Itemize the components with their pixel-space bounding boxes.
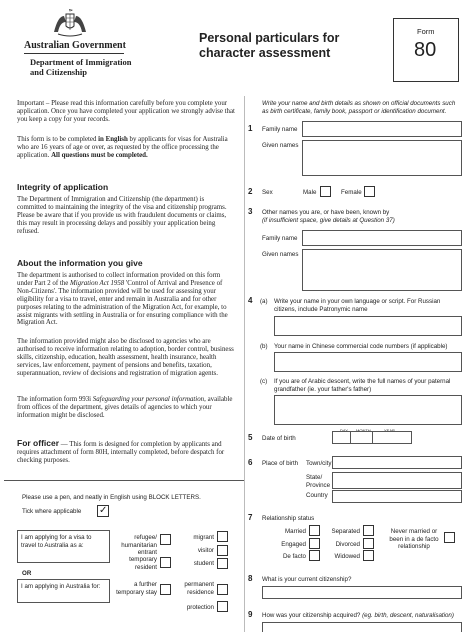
temporary-resident-checkbox[interactable] (160, 557, 171, 568)
q8-number: 8 (248, 574, 253, 583)
q4c-field[interactable] (274, 395, 462, 425)
further-stay-checkbox[interactable] (160, 584, 171, 595)
form-title-line-1: Personal particulars for (199, 31, 340, 45)
q4b-field[interactable] (274, 352, 462, 372)
q7-divorced-checkbox[interactable] (363, 538, 374, 549)
important-note: Important – Please read this information carefully before you complete your application. Once you have completed your application we strongly advise that you keep a copy for your records. (17, 100, 235, 123)
q4c-label: If you are of Arabic descent, write the full names of your paternal grandfather (ie. your father's father) (274, 378, 451, 393)
q7-separated-checkbox[interactable] (363, 525, 374, 536)
visitor-checkbox[interactable] (217, 545, 228, 556)
q1-given-names-label: Given names (262, 142, 299, 149)
student-checkbox[interactable] (217, 558, 228, 569)
form-label: Form (417, 27, 435, 36)
q7-married-checkbox[interactable] (309, 525, 320, 536)
q7-defacto-checkbox[interactable] (309, 550, 320, 561)
q1-family-name-label: Family name (262, 126, 298, 133)
q6-number: 6 (248, 458, 253, 467)
q8-citizenship-field[interactable] (262, 586, 462, 599)
option-student: student (193, 560, 214, 567)
q2-sex-label: Sex (262, 189, 273, 196)
q7-number: 7 (248, 513, 253, 522)
option-permanent-residence: permanent residence (184, 581, 214, 596)
q5-number: 5 (248, 433, 253, 442)
q9-number: 9 (248, 610, 253, 619)
q3-other-names-note: (if insufficient space, give details at Question 37) (262, 217, 395, 224)
q4a-label: Write your name in your own language or script. For Russian citizens, include Patronymic name (274, 298, 441, 313)
q7-widowed-checkbox[interactable] (363, 550, 374, 561)
dept-line-2: and Citizenship (30, 67, 87, 77)
form-number-box (393, 18, 459, 82)
q2-male-checkbox[interactable] (320, 186, 331, 197)
q6-pob-label: Place of birth (262, 460, 299, 467)
q4-number: 4 (248, 296, 253, 305)
option-temporary-resident: temporary resident (129, 556, 157, 571)
pen-note: Please use a pen, and neatly in English using BLOCK LETTERS. (22, 494, 201, 501)
q3-other-names-label: Other names you are, or have been, known by (262, 209, 390, 216)
protection-checkbox[interactable] (217, 601, 228, 612)
q8-citizenship-label: What is your current citizenship? (262, 576, 352, 583)
dept-line-1: Department of Immigration (30, 57, 132, 67)
gov-divider (24, 53, 124, 54)
q4b-letter: (b) (260, 343, 268, 350)
q6-town-label: Town/city (306, 460, 332, 467)
form-title-line-2: character assessment (199, 46, 331, 60)
q3-family-name-label: Family name (262, 235, 298, 242)
migrant-checkbox[interactable] (217, 531, 228, 542)
q5-day-month-divider (350, 431, 351, 444)
q4a-letter: (a) (260, 298, 268, 305)
tick-note: Tick where applicable (22, 508, 82, 515)
refugee-checkbox[interactable] (160, 534, 171, 545)
form-number: 80 (414, 39, 437, 61)
permanent-residence-checkbox[interactable] (217, 584, 228, 595)
q1-number: 1 (248, 124, 253, 133)
q7-defacto-label: De facto (282, 553, 306, 560)
q1-family-name-field[interactable] (302, 121, 462, 137)
option-migrant: migrant (193, 534, 214, 541)
completion-note: This form is to be completed in English by applicants for visas for Australia who are 16 years of age or over, as requested by the office processing the application. All questions must be completed. (17, 136, 228, 159)
q2-female-checkbox[interactable] (364, 186, 375, 197)
q6-country-label: Country (306, 492, 328, 499)
q3-number: 3 (248, 207, 253, 216)
about-text-3: The information form 993i Safeguarding your personal information, available from offices of the department, gives details of agencies to which your information might be disclosed. (17, 396, 233, 419)
q7-widowed-label: Widowed (334, 553, 360, 560)
q3-given-names-field[interactable] (302, 249, 462, 291)
integrity-heading: Integrity of application (17, 182, 109, 192)
option-refugee: refugee/ humanitarian entrant (121, 534, 157, 556)
option-further-stay: a further temporary stay (116, 581, 157, 596)
q7-rel-status-label: Relationship status (262, 515, 315, 522)
q9-acquired-label: How was your citizenship acquired? (eg. birth, descent, naturalisation) (262, 612, 454, 619)
q5-month-year-divider (372, 431, 373, 444)
q7-separated-label: Separated (331, 528, 360, 535)
option-visitor: visitor (197, 547, 214, 554)
q7-engaged-checkbox[interactable] (309, 538, 320, 549)
option-protection: protection (186, 604, 214, 611)
applying-overseas-label: I am applying for a visa to travel to Australia as a: (17, 530, 110, 563)
gov-name: Australian Government (24, 40, 126, 51)
q7-engaged-label: Engaged (281, 541, 306, 548)
q6-state-label: State/ Province (306, 474, 331, 489)
or-label: OR (22, 570, 32, 577)
integrity-text: The Department of Immigration and Citizenship (the department) is committed to maintaining the integrity of the visa and citizenship programs. Please be aware that if you provide us with fraudulent documents or claims, this may result in processing delays and possibly your application being refused. (17, 196, 227, 235)
q1-given-names-field[interactable] (302, 140, 462, 176)
q6-town-field[interactable] (332, 456, 462, 469)
q2-number: 2 (248, 187, 253, 196)
tick-icon: ✓ (99, 505, 108, 516)
about-heading: About the information you give (17, 258, 143, 268)
q6-state-field[interactable] (332, 472, 462, 489)
left-divider (4, 480, 244, 481)
about-text-1: The department is authorised to collect information provided on this form under Part 2 of the Migration Act 1958 'Control of Arrival and Presence of Non-Citizens'. The information provided will be used for assessing your eligibility for a visa to travel, enter and remain in Australia and for other purposes relating to the administration of the Migration Act, for example, to assist migrants with settling in Australia or for ensuring compliance with the Migration Act. (17, 272, 228, 327)
applying-onshore-label: I am applying in Australia for: (17, 579, 110, 603)
tick-example-box (97, 505, 109, 517)
q7-never-checkbox[interactable] (444, 532, 455, 543)
q4a-field[interactable] (274, 316, 462, 336)
q3-given-names-label: Given names (262, 251, 299, 258)
q6-country-field[interactable] (332, 490, 462, 503)
q2-female-label: Female (341, 189, 362, 196)
right-intro: Write your name and birth details as shown on official documents such as birth certificate, family book, passport or identification document. (262, 100, 456, 115)
q7-married-label: Married (285, 528, 306, 535)
column-divider (244, 96, 245, 632)
q5-dob-label: Date of birth (262, 435, 296, 442)
q7-divorced-label: Divorced (335, 541, 360, 548)
q4c-letter: (c) (260, 378, 268, 385)
q3-family-name-field[interactable] (302, 230, 462, 246)
about-text-2: The information provided might also be disclosed to agencies who are authorised to receive information relating to adoption, border control, business skills, citizenship, education, health assessment, health insurance, health services, law enforcement, payment of pensions and benefits, taxation, superannuation, review of decisions and registration of migration agents. (17, 338, 234, 377)
q7-never-label: Never married or been in a de facto relationship (389, 528, 439, 550)
q2-male-label: Male (303, 189, 317, 196)
officer-note: For officer — This form is designed for completion by applicants and requires attachment of form 80H, internally completed, before despatch for checking purposes. (17, 438, 225, 464)
q4b-label: Your name in Chinese commercial code numbers (if applicable) (274, 343, 448, 350)
q9-acquired-field[interactable] (262, 622, 462, 632)
coat-of-arms-icon (52, 8, 88, 38)
